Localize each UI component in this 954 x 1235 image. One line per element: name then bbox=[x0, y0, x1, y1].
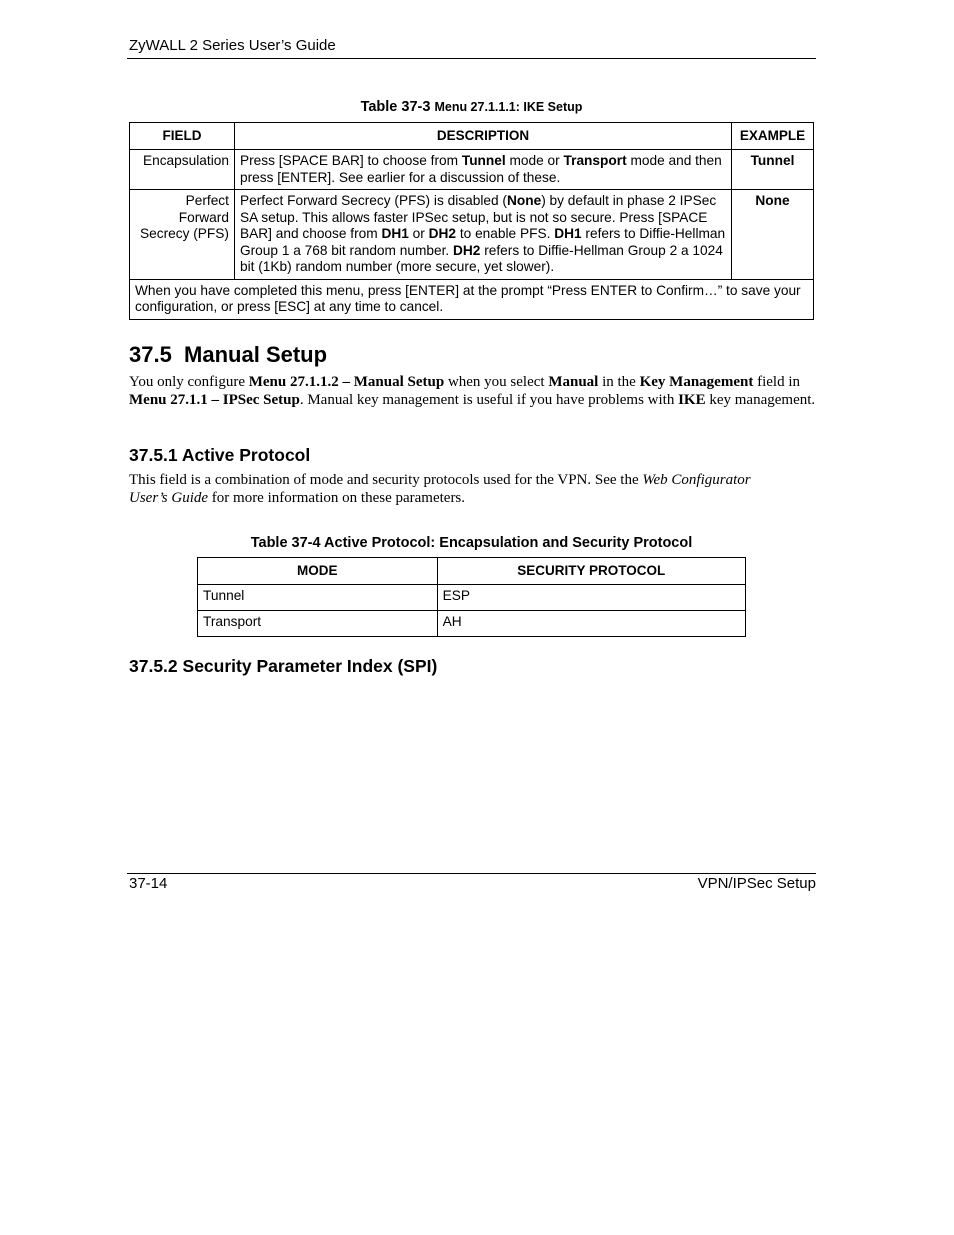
text-run: when you select bbox=[444, 374, 549, 390]
table1-footer-row bbox=[130, 279, 814, 319]
subsection-heading-spi: 37.5.2 Security Parameter Index (SPI) bbox=[129, 656, 438, 676]
table1-footer-note: When you have completed this menu, press [ENTER] at the prompt “Press ENTER to Confirm…” to save your configuration, or press [ESC] at any time to cancel. bbox=[130, 279, 814, 319]
running-header: ZyWALL 2 Series User’s Guide bbox=[129, 37, 336, 54]
text-run: DH1 bbox=[381, 226, 409, 241]
section-paragraph bbox=[129, 373, 816, 409]
example-cell: Tunnel bbox=[732, 150, 814, 190]
table-row bbox=[130, 190, 814, 280]
text-run: mode and then press [ENTER]. See earlier for a discussion of these. bbox=[239, 153, 722, 185]
subsection-heading-active-protocol: 37.5.1 Active Protocol bbox=[129, 445, 311, 465]
text-run: refers to Diffie-Hellman Group 1 a 768 bit random number. bbox=[239, 226, 726, 258]
protocol-cell: ESP bbox=[437, 585, 745, 611]
mode-cell: Tunnel bbox=[198, 585, 438, 611]
text-run: DH2 bbox=[428, 226, 457, 241]
text-run: This field is a combination of mode and security protocols used for the VPN. See the bbox=[129, 472, 643, 488]
text-run: for more information on these parameters. bbox=[208, 490, 466, 507]
text-run: You only configure bbox=[129, 374, 249, 390]
mode-cell: Transport bbox=[198, 611, 438, 637]
table1-header-row bbox=[130, 123, 814, 150]
header-divider bbox=[127, 58, 816, 59]
text-run: DH2 bbox=[453, 242, 481, 258]
text-run: IKE bbox=[678, 392, 706, 409]
text-run: key management. bbox=[705, 392, 816, 409]
table2-header-row bbox=[198, 558, 746, 585]
text-run: None bbox=[506, 193, 542, 208]
text-run: in the bbox=[598, 374, 640, 390]
column-header-field: FIELD bbox=[130, 123, 235, 150]
text-run: DH1 bbox=[554, 226, 582, 241]
text-run: . Manual key management is useful if you have problems with bbox=[299, 392, 679, 409]
text-run: Menu 27.1.1.2 – Manual Setup bbox=[248, 374, 445, 390]
active-protocol-table bbox=[197, 557, 746, 637]
field-cell: Encapsulation bbox=[130, 150, 235, 190]
table1-caption-prefix: Table 37-3 bbox=[360, 99, 431, 115]
table2-caption: Table 37-4 Active Protocol: Encapsulation and Security Protocol bbox=[250, 535, 693, 551]
protocol-cell: AH bbox=[437, 611, 745, 637]
footer-divider bbox=[127, 873, 816, 874]
text-run: Tunnel bbox=[461, 153, 506, 168]
example-cell: None bbox=[732, 190, 814, 280]
table-row bbox=[198, 585, 746, 611]
text-run: field in bbox=[753, 374, 800, 390]
text-run: Menu 27.1.1 – IPSec Setup bbox=[129, 392, 300, 409]
column-header-security-protocol: SECURITY PROTOCOL bbox=[437, 558, 745, 585]
text-run: Perfect Forward Secrecy (PFS) is disabled ( bbox=[239, 193, 507, 208]
table1-caption-suffix: Menu 27.1.1.1: IKE Setup bbox=[434, 100, 583, 114]
chapter-title: VPN/IPSec Setup bbox=[697, 875, 816, 892]
description-cell bbox=[234, 190, 731, 280]
subsection-paragraph-active-protocol bbox=[129, 471, 789, 507]
page-number: 37-14 bbox=[129, 875, 168, 892]
text-run: or bbox=[408, 226, 429, 241]
column-header-example: EXAMPLE bbox=[732, 123, 814, 150]
text-run: Press [SPACE BAR] to choose from bbox=[239, 153, 462, 168]
text-run: Web Configurator User’s Guide bbox=[129, 472, 751, 507]
description-cell bbox=[234, 150, 731, 190]
text-run: to enable PFS. bbox=[456, 226, 555, 241]
text-run: mode or bbox=[505, 153, 564, 168]
field-cell: Perfect Forward Secrecy (PFS) bbox=[130, 190, 235, 280]
text-run: ) by default in phase 2 IPSec SA setup. This allows faster IPSec setup, but is not so secure. Press [SPACE BAR] and choose from bbox=[239, 193, 717, 241]
text-run: Manual bbox=[548, 374, 599, 390]
table-row bbox=[198, 611, 746, 637]
text-run: Transport bbox=[563, 153, 627, 168]
text-run: refers to Diffie-Hellman Group 2 a 1024 bit (1Kb) random number (more secure, yet slower). bbox=[239, 242, 723, 274]
table-row bbox=[130, 150, 814, 190]
column-header-mode: MODE bbox=[198, 558, 438, 585]
section-heading: 37.5 Manual Setup bbox=[129, 342, 328, 367]
text-run: Key Management bbox=[639, 374, 754, 390]
table1-caption bbox=[129, 99, 814, 115]
ike-setup-table bbox=[129, 122, 814, 320]
column-header-description: DESCRIPTION bbox=[234, 123, 731, 150]
